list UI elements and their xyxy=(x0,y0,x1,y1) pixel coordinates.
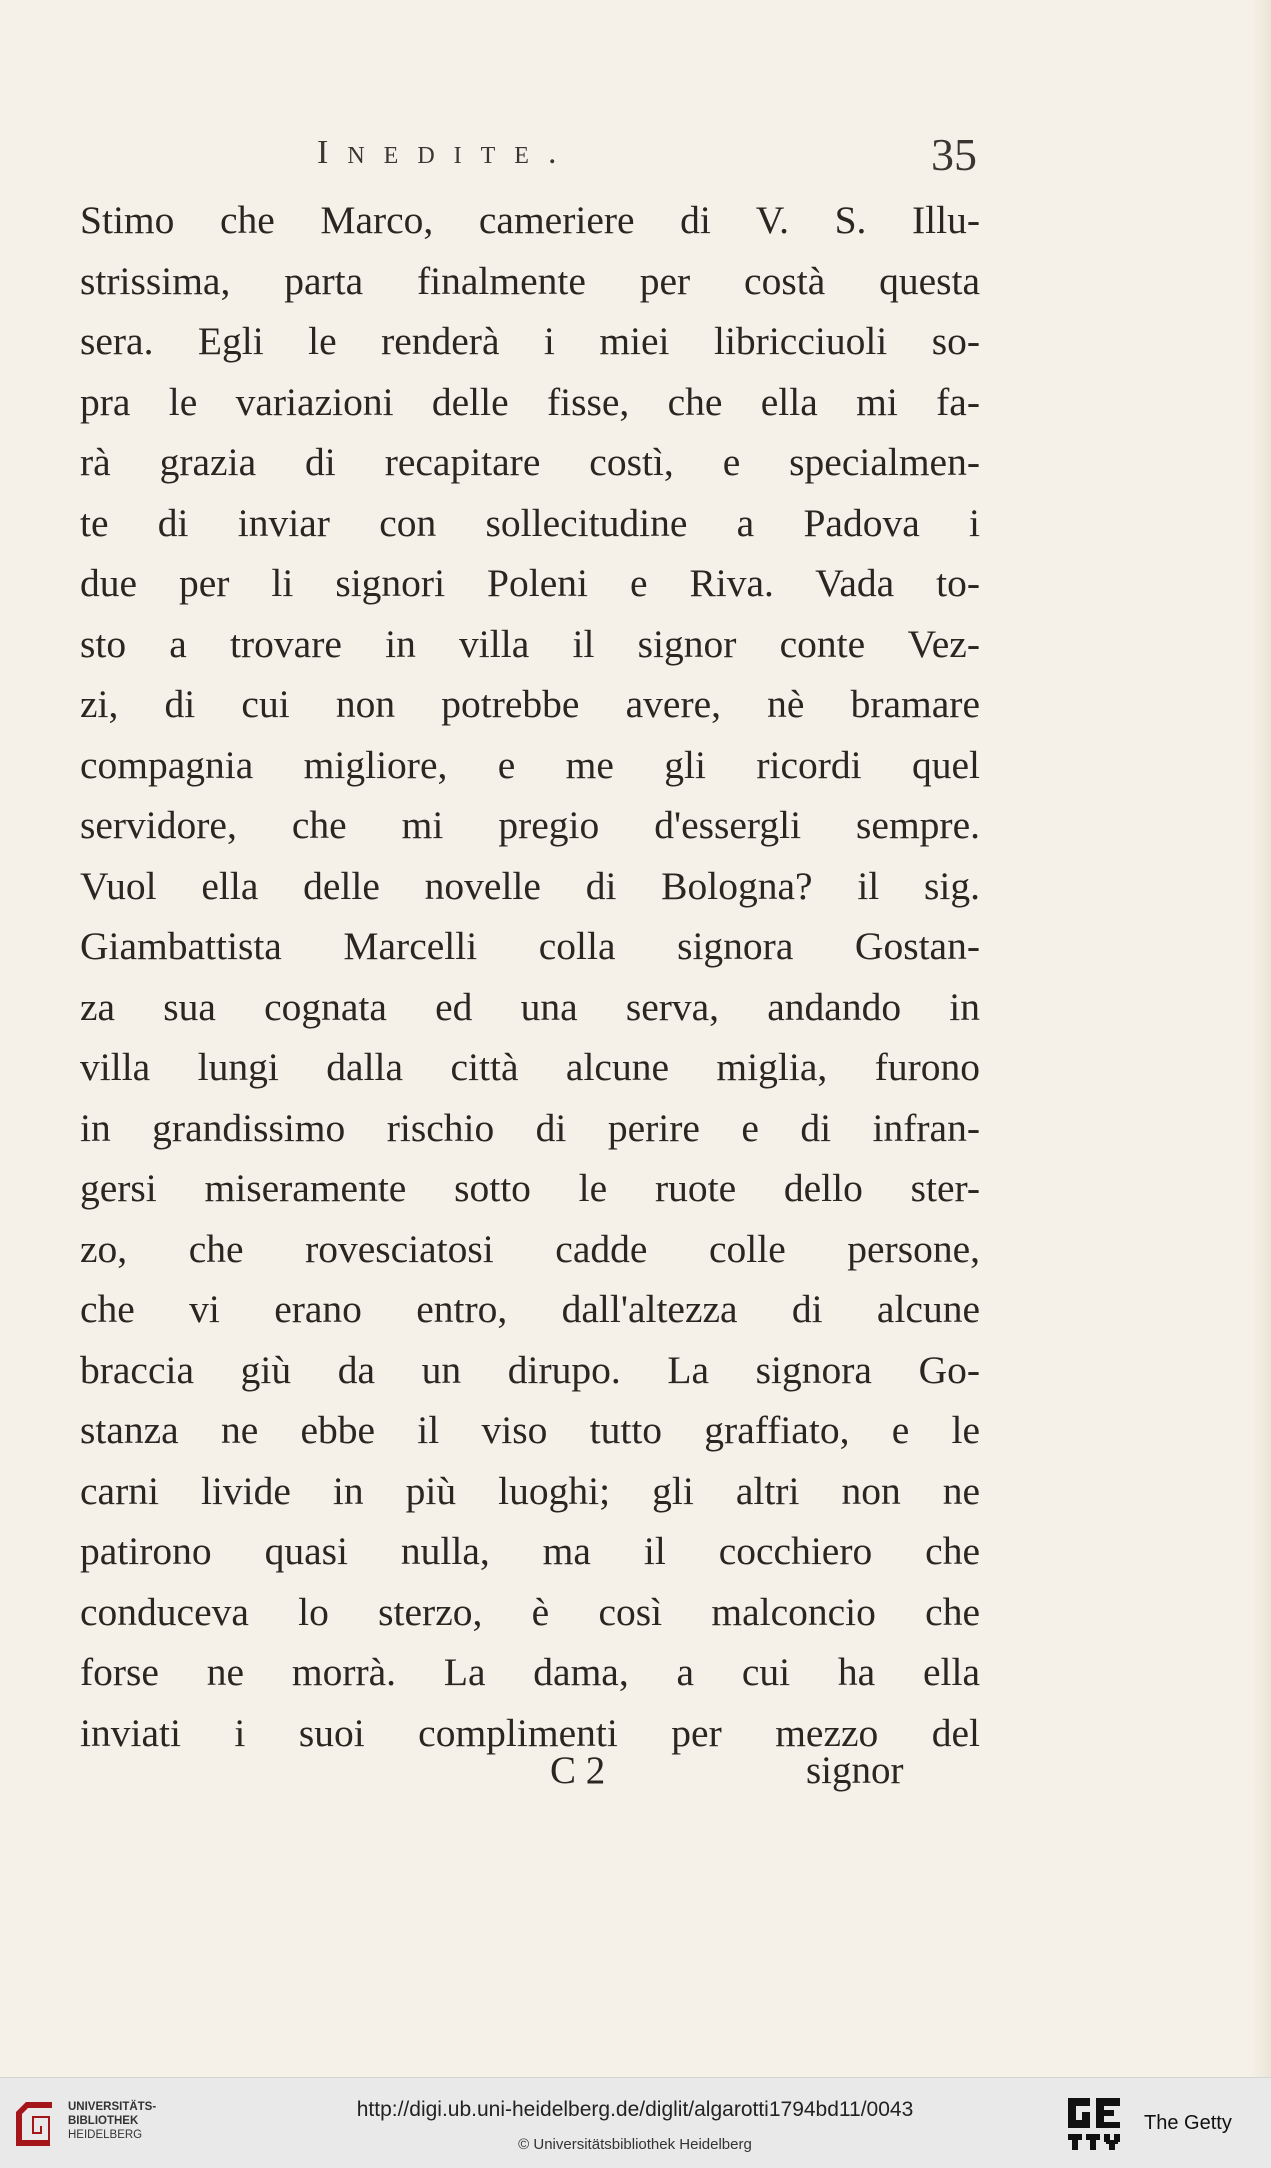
library-logo-text xyxy=(68,2100,156,2142)
text-line: sto a trovare in villa il signor conte Vez- xyxy=(80,621,980,666)
text-line: stanza ne ebbe il viso tutto graffiato, e le xyxy=(80,1408,980,1452)
text-line: Vuol ella delle novelle di Bologna? il sig. xyxy=(80,863,980,908)
library-name-line: BIBLIOTHEK xyxy=(68,2115,139,2127)
body-text xyxy=(80,190,980,1763)
running-head xyxy=(317,129,977,194)
getty-logo-icon xyxy=(1066,2096,1122,2152)
getty-logo[interactable] xyxy=(1066,2096,1261,2156)
partner-name: The Getty xyxy=(1144,2112,1232,2134)
text-line: rà grazia di recapitare costì, e specialmen- xyxy=(80,440,980,484)
library-name-line: HEIDELBERG xyxy=(68,2129,143,2141)
text-line: pra le variazioni delle fisse, che ella mi fa- xyxy=(80,379,980,424)
page-edge-shading xyxy=(1251,0,1271,2077)
text-line: forse ne morrà. La dama, a cui ha ella xyxy=(80,1650,980,1694)
text-line: conduceva lo sterzo, è così malconcio che xyxy=(80,1589,980,1634)
signature-mark: C 2 xyxy=(550,1749,606,1792)
copyright-notice: © Universitätsbibliothek Heidelberg xyxy=(518,2136,752,2153)
text-line: gersi miseramente sotto le ruote dello ster- xyxy=(80,1166,980,1210)
text-line: inviati i suoi complimenti per mezzo del xyxy=(80,1710,980,1755)
text-line: sera. Egli le renderà i miei libricciuoli so- xyxy=(80,319,980,363)
text-line: villa lungi dalla città alcune miglia, furono xyxy=(80,1045,980,1089)
text-line: te di inviar con sollecitudine a Padova i xyxy=(80,500,980,545)
text-line: Giambattista Marcelli colla signora Gostan- xyxy=(80,924,980,968)
running-head-title: Inedite. xyxy=(317,134,576,171)
library-name-line: UNIVERSITÄTS- xyxy=(68,2101,157,2113)
viewer-footer xyxy=(0,2077,1271,2168)
permalink-url[interactable]: http://digi.ub.uni-heidelberg.de/diglit/algarotti1794bd11/0043 xyxy=(356,2098,914,2121)
text-line: carni livide in più luoghi; gli altri non ne xyxy=(80,1468,980,1513)
text-line: in grandissimo rischio di perire e di infran- xyxy=(80,1105,980,1150)
text-line: za sua cognata ed una serva, andando in xyxy=(80,984,980,1029)
page-number: 35 xyxy=(931,129,977,180)
text-line: che vi erano entro, dall'altezza di alcune xyxy=(80,1287,980,1331)
text-line: zo, che rovesciatosi cadde colle persone, xyxy=(80,1226,980,1271)
text-line: patirono quasi nulla, ma il cocchiero che xyxy=(80,1529,980,1573)
text-line: strissima, parta finalmente per costà questa xyxy=(80,258,980,303)
text-line: braccia giù da un dirupo. La signora Go- xyxy=(80,1347,980,1392)
catchword: signor xyxy=(806,1749,904,1792)
library-logo[interactable] xyxy=(12,2094,162,2154)
text-line: zi, di cui non potrebbe avere, nè bramare xyxy=(80,682,980,726)
text-line: due per li signori Poleni e Riva. Vada to- xyxy=(80,561,980,605)
text-line: servidore, che mi pregio d'essergli sempre. xyxy=(80,803,980,847)
text-line: Stimo che Marco, cameriere di V. S. Illu- xyxy=(80,198,980,242)
text-line: compagnia migliore, e me gli ricordi quel xyxy=(80,742,980,787)
library-logo-icon xyxy=(12,2098,56,2150)
